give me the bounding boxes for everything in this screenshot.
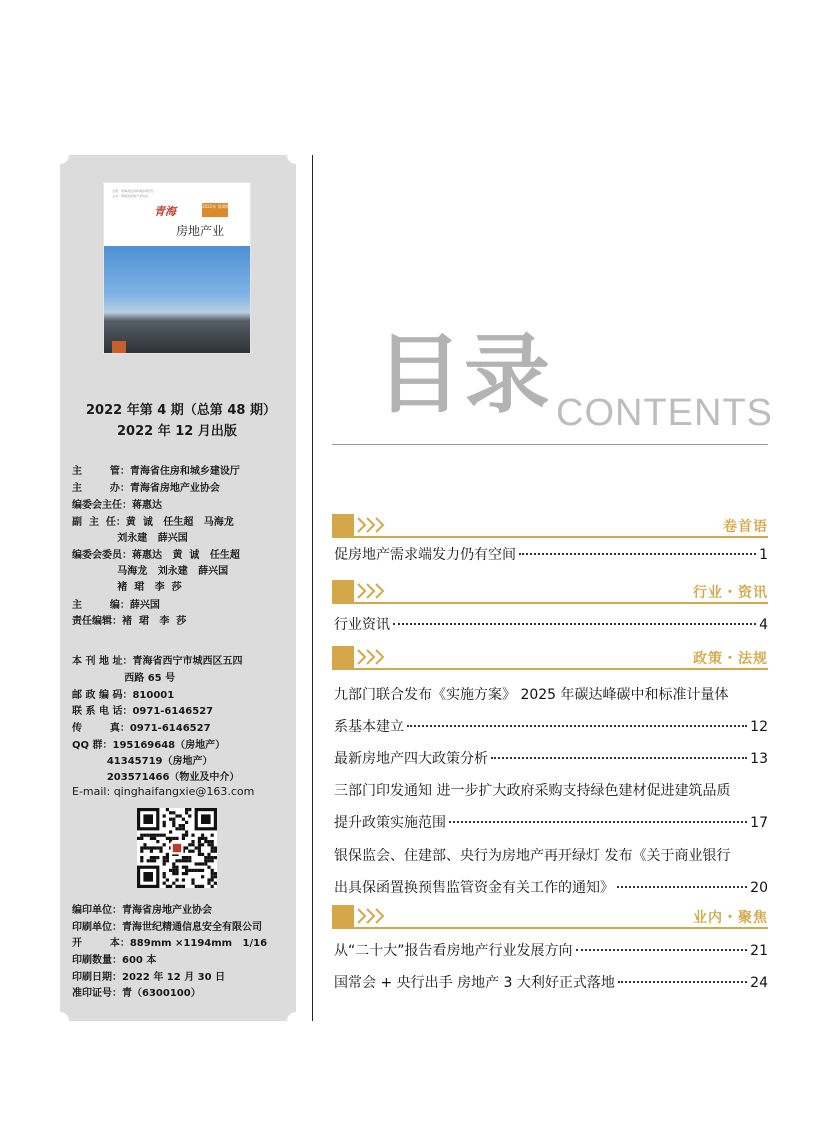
toc-entry[interactable] (334, 812, 768, 832)
toc-entry[interactable] (334, 614, 768, 634)
toc-entry[interactable] (334, 972, 768, 992)
print-line: 编印单位：青海省房地产业协会 (72, 905, 212, 916)
section-square-icon (332, 580, 354, 602)
contact-line: 邮 政 编 码：810001 (72, 690, 175, 701)
leader-dots (618, 981, 747, 983)
column-divider (312, 155, 313, 1021)
toc-title: 目录 (376, 325, 552, 425)
contact-line: 203571466（物业及中介） (72, 772, 240, 783)
info-line: 褚 珺 李 莎 (72, 582, 182, 593)
toc-entry[interactable] (334, 845, 768, 865)
panel-notch (51, 1012, 69, 1030)
info-line: 主 编：薛兴国 (72, 600, 160, 611)
chevrons-icon (356, 905, 396, 927)
entry-page: 4 (759, 617, 768, 633)
section-rule (332, 602, 768, 604)
entry-page: 12 (750, 719, 768, 735)
entry-title: 国常会 + 央行出手 房地产 3 大利好正式落地 (334, 975, 615, 991)
toc-entry[interactable] (334, 748, 768, 768)
entry-title: 出具保函置换预售监管资金有关工作的通知》 (334, 880, 614, 896)
info-line: 主 管：青海省住房和城乡建设厅 (72, 466, 240, 477)
entry-title-line1: 三部门印发通知 进一步扩大政府采购支持绿色建材促进建筑品质 (334, 783, 731, 799)
info-line: 编委会主任：蒋惠达 (72, 500, 162, 511)
leader-dots (407, 725, 747, 727)
contact-line: 41345719（房地产） (72, 756, 213, 767)
chevrons-icon (356, 514, 396, 536)
leader-dots (449, 821, 747, 823)
entry-title: 提升政策实施范围 (334, 815, 446, 831)
contact-line: 西路 65 号 (72, 673, 176, 684)
section-square-icon (332, 646, 354, 668)
panel-notch (51, 146, 69, 164)
title-rule (332, 444, 768, 445)
info-line: 刘永建 薛兴国 (72, 533, 188, 544)
panel-notch (287, 1012, 305, 1030)
entry-page: 20 (750, 880, 768, 896)
contact-line: 联 系 电 话：0971-6146527 (72, 706, 214, 717)
cover-line-1: 主管：青海省住房和城乡建设厅 (112, 189, 155, 193)
entry-page: 17 (750, 815, 768, 831)
publish-line: 2022 年 12 月出版 (117, 424, 237, 439)
toc-entry[interactable] (334, 684, 768, 704)
print-line: 印刷数量：600 本 (72, 955, 157, 966)
section-label: 政策・法规 (693, 651, 768, 667)
panel-notch (287, 146, 305, 164)
print-line: 印刷日期：2022 年 12 月 30 日 (72, 972, 226, 983)
contact-line: 本 刊 地 址：青海省西宁市城西区五四 (72, 656, 243, 667)
toc-entry[interactable] (334, 544, 768, 564)
toc-entry[interactable] (334, 877, 768, 897)
cover-issue-badge: 2022年 第4期 (202, 203, 228, 217)
entry-page: 24 (750, 975, 768, 991)
info-line: 副 主 任：黄 诚 任生超 马海龙 (72, 517, 234, 528)
leader-dots (393, 623, 756, 625)
info-line: 马海龙 刘永建 薛兴国 (72, 566, 229, 577)
entry-title: 最新房地产四大政策分析 (334, 751, 488, 767)
email-link[interactable]: E-mail: qinghaifangxie@163.com (72, 785, 255, 798)
section-header (332, 905, 768, 929)
toc-entry[interactable] (334, 940, 768, 960)
crane-icon (112, 341, 126, 353)
section-rule (332, 668, 768, 670)
entry-title-line1: 九部门联合发布《实施方案》 2025 年碳达峰碳中和标准计量体 (334, 687, 729, 703)
leader-dots (491, 757, 747, 759)
info-line: 责任编辑：褚 珺 李 莎 (72, 616, 187, 627)
entry-title: 系基本建立 (334, 719, 404, 735)
cover-title: 房地产业 (176, 224, 225, 238)
leader-dots (617, 886, 747, 888)
section-rule (332, 927, 768, 929)
entry-page: 13 (750, 751, 768, 767)
qr-code-icon (137, 808, 217, 888)
section-label: 行业・资讯 (693, 585, 768, 601)
print-line: 准印证号：青（6300100） (72, 988, 201, 999)
section-header (332, 580, 768, 604)
cover-photo (104, 246, 250, 353)
section-square-icon (332, 905, 354, 927)
section-square-icon (332, 514, 354, 536)
contact-line: 传 真：0971-6146527 (72, 723, 211, 734)
contact-line: QQ 群：195169648（房地产） (72, 740, 226, 751)
section-label: 业内・聚焦 (693, 910, 768, 926)
cover-thumbnail (104, 183, 250, 353)
cover-line-2: 主办：青海省房地产业协会 (112, 194, 149, 198)
entry-title: 行业资讯 (334, 617, 390, 633)
entry-page: 1 (759, 547, 768, 563)
chevrons-icon (356, 646, 396, 668)
section-header (332, 646, 768, 670)
entry-title-line1: 银保监会、住建部、央行为房地产再开绿灯 发布《关于商业银行 (334, 848, 731, 864)
entry-title: 从“二十大”报告看房地产行业发展方向 (334, 943, 573, 959)
leader-dots (519, 553, 756, 555)
toc-entry[interactable] (334, 716, 768, 736)
print-line: 开 本：889mm ×1194mm 1/16 (72, 938, 268, 949)
section-label: 卷首语 (723, 519, 768, 535)
toc-entry[interactable] (334, 780, 768, 800)
issue-line: 2022 年第 4 期（总第 48 期） (86, 403, 276, 418)
print-line: 印刷单位：青海世纪精通信息安全有限公司 (72, 922, 262, 933)
chevrons-icon (356, 580, 396, 602)
section-rule (332, 536, 768, 538)
section-header (332, 514, 768, 538)
entry-title: 促房地产需求端发力仍有空间 (334, 547, 516, 563)
entry-page: 21 (750, 943, 768, 959)
info-line: 编委会委员：蒋惠达 黄 诚 任生超 (72, 550, 240, 561)
cover-brand: 青海 (154, 205, 176, 218)
leader-dots (576, 949, 748, 951)
toc-subtitle: CONTENTS (556, 392, 773, 434)
info-line: 主 办：青海省房地产业协会 (72, 483, 220, 494)
